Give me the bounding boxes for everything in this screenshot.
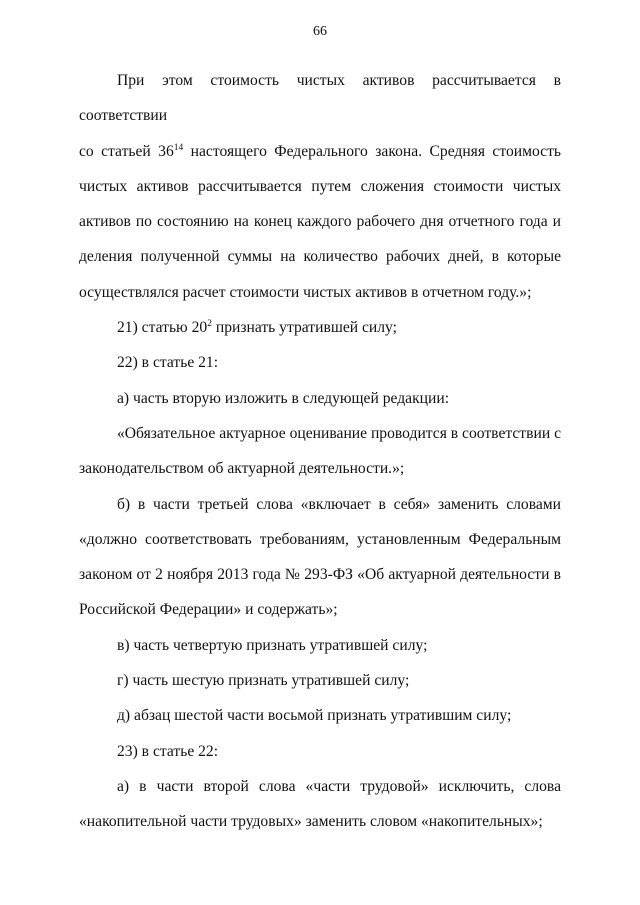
line-text: в) часть четвертую признать утратившей силу;	[117, 636, 428, 654]
document-body	[79, 63, 561, 840]
text-line	[79, 522, 561, 557]
text-line	[79, 557, 561, 592]
line-text: При этом стоимость чистых активов рассчитывается в соответствии	[79, 72, 561, 125]
line-text: 21) статью 20	[117, 319, 208, 337]
text-line	[79, 310, 561, 345]
line-text-tail: настоящего Федерального закона. Средняя стоимость	[183, 142, 562, 160]
line-text: д) абзац шестой части восьмой признать утратившим силу;	[117, 707, 512, 725]
text-line	[79, 769, 561, 804]
line-text: «накопительной части трудовых» заменить словом «накопительных»;	[79, 813, 543, 831]
text-line	[79, 169, 561, 204]
text-line	[79, 239, 561, 274]
line-text: законом от 2 ноября 2013 года № 293-ФЗ «Об актуарной деятельности в	[79, 566, 561, 584]
text-line	[79, 734, 561, 769]
line-text: а) в части второй слова «части трудовой» исключить, слова	[117, 777, 561, 795]
text-line	[79, 134, 561, 169]
line-text: осуществлялся расчет стоимости чистых активов в отчетном году.»;	[79, 283, 532, 301]
line-text: активов по состоянию на конец каждого рабочего дня отчетного года и	[79, 213, 561, 231]
line-text: чистых активов рассчитывается путем сложения стоимости чистых	[79, 177, 561, 195]
line-text-tail: признать утратившей силу;	[211, 319, 397, 337]
line-text: Российской Федерации» и содержать»;	[79, 601, 338, 619]
line-text: деления полученной суммы на количество рабочих дней, в которые	[79, 248, 561, 266]
text-line	[79, 416, 561, 451]
line-text: «должно соответствовать требованиям, установленным Федеральным	[79, 530, 561, 548]
line-text: «Обязательное актуарное оценивание проводится в соответствии с	[117, 424, 561, 442]
text-line	[79, 204, 561, 239]
text-line	[79, 381, 561, 416]
text-line	[79, 592, 561, 627]
line-text: 22) в статье 21:	[117, 354, 219, 372]
text-line	[79, 628, 561, 663]
line-text: г) часть шестую признать утратившей силу;	[117, 672, 410, 690]
text-line	[79, 345, 561, 380]
text-line	[79, 698, 561, 733]
superscript: 2	[207, 319, 212, 330]
text-line	[79, 63, 561, 134]
line-text: а) часть вторую изложить в следующей редакции:	[117, 389, 450, 407]
text-line	[79, 663, 561, 698]
page-number: 66	[313, 24, 327, 39]
line-text: б) в части третьей слова «включает в себя» заменить словами	[117, 495, 561, 513]
superscript: 14	[173, 142, 184, 153]
text-line	[79, 451, 561, 486]
line-text: со статьей 36	[79, 142, 174, 160]
text-line	[79, 275, 561, 310]
text-line	[79, 804, 561, 839]
line-text: законодательством об актуарной деятельности.»;	[79, 460, 405, 478]
line-text: 23) в статье 22:	[117, 742, 219, 760]
text-line	[79, 487, 561, 522]
